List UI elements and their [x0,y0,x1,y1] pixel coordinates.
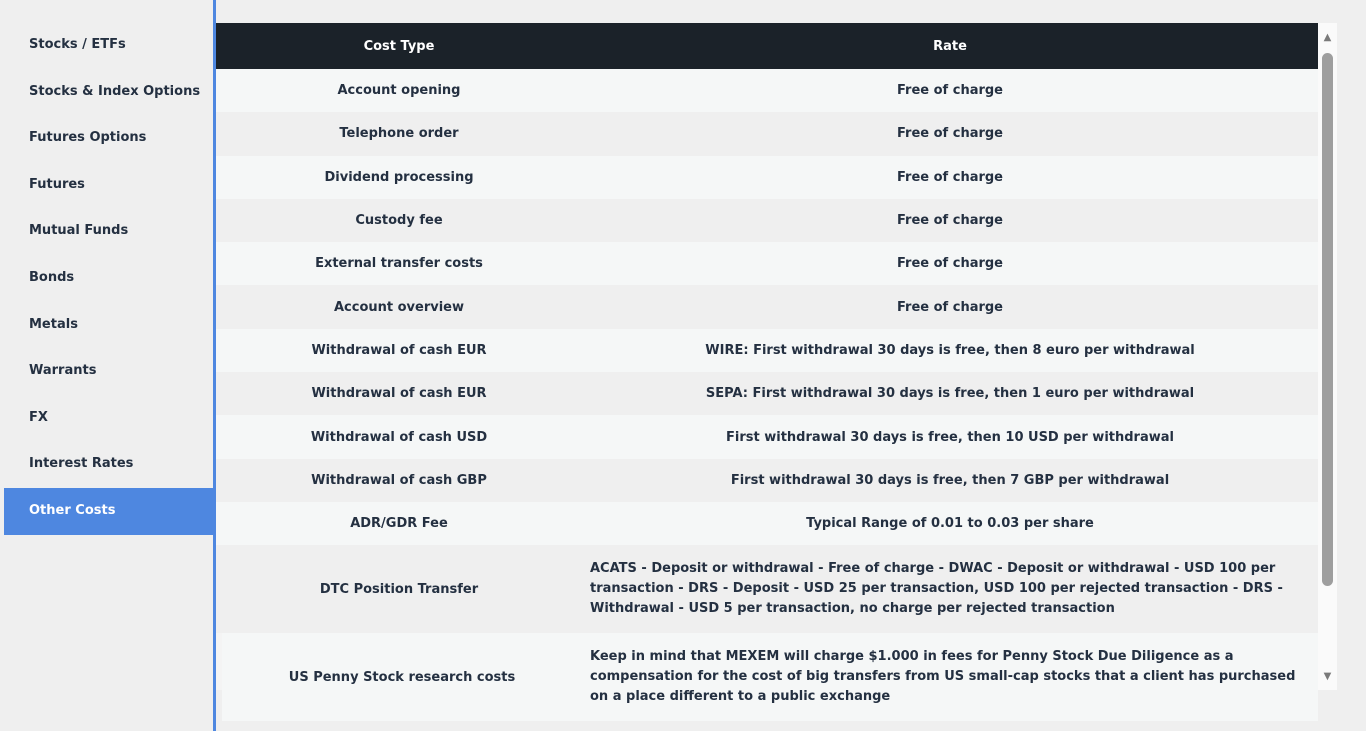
sidebar-item-label: Mutual Funds [29,223,129,239]
table-row [216,242,1318,285]
rate-cell: SEPA: First withdrawal 30 days is free, then 1 euro per withdrawal [705,386,1195,402]
rate-cell: Free of charge [897,213,1003,229]
sidebar-item-warrants[interactable] [4,348,213,395]
rate-cell: Free of charge [897,169,1003,185]
cost-type-cell: Withdrawal of cash GBP [311,472,487,488]
sidebar-item-other-costs[interactable] [4,488,213,535]
column-header-rate: Rate [933,38,967,54]
sidebar-item-interest-rates[interactable] [4,441,213,488]
rate-cell: Free of charge [897,299,1003,315]
table-header [216,23,1318,69]
table-row [216,69,1318,112]
sidebar-nav [0,0,216,731]
scrollbar-thumb[interactable] [1322,53,1333,586]
table-row [216,199,1318,242]
table-row [216,459,1318,502]
sidebar-item-label: FX [29,409,48,425]
rate-cell: ACATS - Deposit or withdrawal - Free of charge - DWAC - Deposit or withdrawal - USD 100 per transaction - DRS - Deposit - USD 25 per transaction, USD 100 per rejected transaction - DRS - Withdrawal - USD 5 per transaction, no charge per rejected transaction [590,561,1283,617]
sidebar-item-label: Warrants [29,363,97,379]
costs-table [216,23,1318,705]
sidebar-item-futures[interactable] [4,162,213,209]
cost-type-cell: Withdrawal of cash EUR [311,342,487,358]
sidebar-item-label: Futures [29,176,85,192]
cost-type-cell: Account overview [333,299,465,315]
sidebar-item-metals[interactable] [4,302,213,349]
column-header-cost-type: Cost Type [363,38,435,54]
table-row [222,633,1318,721]
rate-cell: First withdrawal 30 days is free, then 10 USD per withdrawal [726,429,1174,445]
scroll-up-icon[interactable]: ▲ [1323,31,1332,43]
rate-cell: WIRE: First withdrawal 30 days is free, then 8 euro per withdrawal [705,342,1195,358]
cost-type-cell: Telephone order [339,126,459,142]
table-row [216,545,1318,633]
rate-cell: Free of charge [897,83,1003,99]
sidebar-item-label: Metals [29,316,78,332]
table-row [216,372,1318,415]
table-row [216,502,1318,545]
cost-type-cell: Account opening [337,83,461,99]
sidebar-item-mutual-funds[interactable] [4,208,213,255]
sidebar-item-label: Other Costs [29,502,116,518]
rate-cell: Keep in mind that MEXEM will charge $1.000 in fees for Penny Stock Due Diligence as a compensation for the cost of big transfers from US small-cap stocks that a client has purchased on a place different to a public exchange [590,649,1296,705]
scroll-down-icon[interactable]: ▼ [1323,670,1332,682]
sidebar-item-label: Bonds [29,269,75,285]
rate-cell: Typical Range of 0.01 to 0.03 per share [806,516,1094,532]
sidebar-item-label: Stocks / ETFs [29,37,126,52]
sidebar-list [4,22,213,535]
rate-cell: Free of charge [897,256,1003,272]
rate-cell: Free of charge [897,126,1003,142]
sidebar-item-fx[interactable] [4,395,213,442]
table-row [216,112,1318,155]
cost-type-cell: Withdrawal of cash USD [310,429,488,445]
sidebar-item-stocks-etfs[interactable] [4,22,213,69]
table-row [216,415,1318,458]
sidebar-item-label: Stocks & Index Options [29,83,201,99]
table-row [216,329,1318,372]
sidebar-item-bonds[interactable] [4,255,213,302]
sidebar-item-stocks-index-options[interactable] [4,69,213,116]
cost-type-cell: ADR/GDR Fee [350,516,448,532]
vertical-scrollbar[interactable] [1318,23,1337,690]
cost-type-cell: Custody fee [355,213,443,229]
cost-type-cell: DTC Position Transfer [319,581,479,597]
cost-type-cell: External transfer costs [315,256,483,272]
rate-cell: First withdrawal 30 days is free, then 7 GBP per withdrawal [730,472,1170,488]
sidebar-item-label: Interest Rates [29,456,134,472]
sidebar-item-futures-options[interactable] [4,115,213,162]
table-row [216,285,1318,328]
cost-type-cell: Withdrawal of cash EUR [311,386,487,402]
cost-type-cell: Dividend processing [324,169,474,185]
cost-type-cell: US Penny Stock research costs [288,669,516,685]
table-row [216,156,1318,199]
sidebar-item-label: Futures Options [29,130,147,146]
